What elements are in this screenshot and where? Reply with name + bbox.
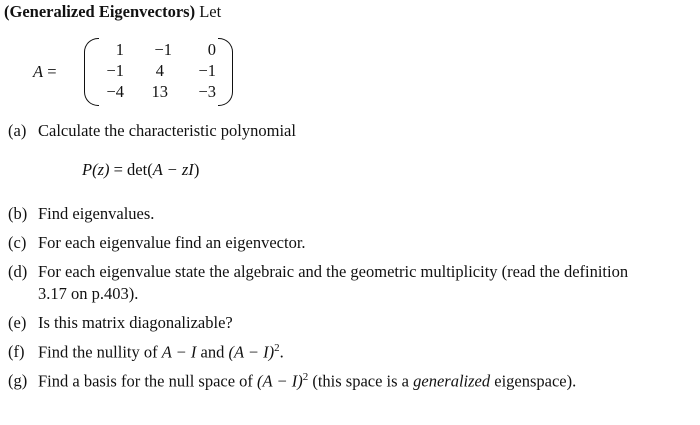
item-text: [38, 342, 284, 363]
item-label: (a): [8, 121, 27, 140]
matrix-symbol: A: [33, 62, 44, 81]
item-text: For each eigenvalue find an eigenvector.: [38, 233, 306, 252]
equals-sign: =: [47, 62, 57, 81]
item-label: (c): [8, 233, 27, 252]
math-seg: A − I: [161, 342, 197, 362]
emphasis: generalized: [413, 371, 491, 391]
formula-close: ): [193, 160, 200, 179]
right-paren: [218, 38, 233, 106]
text-seg: (this space is a: [308, 371, 414, 391]
text-seg: and: [196, 342, 229, 362]
item-text-cont: 3.17 on p.403).: [38, 284, 139, 303]
item-text: [38, 371, 576, 392]
item-text: Calculate the characteristic polynomial: [38, 121, 296, 140]
item-label: (g): [8, 371, 28, 390]
text-seg: Find the nullity of: [38, 342, 162, 362]
formula: [82, 160, 199, 180]
item-label: (e): [8, 313, 27, 332]
math-seg: (A − I): [257, 371, 303, 391]
text-seg: .: [279, 342, 284, 362]
math-seg: (A − I): [228, 342, 275, 362]
formula-arg: A − zI: [152, 160, 194, 179]
item-text: For each eigenvalue state the algebraic and the geometric multiplicity (read the definition: [38, 262, 629, 281]
matrix-cell: 4: [155, 61, 164, 80]
matrix-cell: −1: [106, 61, 124, 80]
item-label: (f): [8, 342, 25, 361]
matrix-cell: −1: [198, 61, 216, 80]
item-text: Is this matrix diagonalizable?: [38, 313, 233, 332]
title-rest: Let: [195, 2, 222, 21]
problem-title: [4, 2, 221, 22]
matrix-cell: −3: [198, 82, 216, 101]
text-seg: eigenspace).: [490, 371, 577, 391]
exponent: 2: [274, 342, 280, 354]
text-seg: Find a basis for the null space of: [38, 371, 258, 391]
matrix-cell: 1: [115, 40, 124, 59]
item-text: Find eigenvalues.: [38, 204, 155, 223]
matrix-cell: −1: [154, 40, 172, 59]
item-label: (d): [8, 262, 28, 281]
matrix-cell: 0: [207, 40, 216, 59]
formula-eq: = det(: [109, 160, 153, 179]
title-bold: (Generalized Eigenvectors): [4, 2, 196, 21]
formula-lhs: P(z): [82, 160, 110, 179]
matrix-cell: 13: [151, 82, 168, 101]
matrix-cell: −4: [106, 82, 124, 101]
exponent: 2: [302, 371, 309, 383]
matrix-name: [33, 62, 57, 82]
item-label: (b): [8, 204, 28, 223]
